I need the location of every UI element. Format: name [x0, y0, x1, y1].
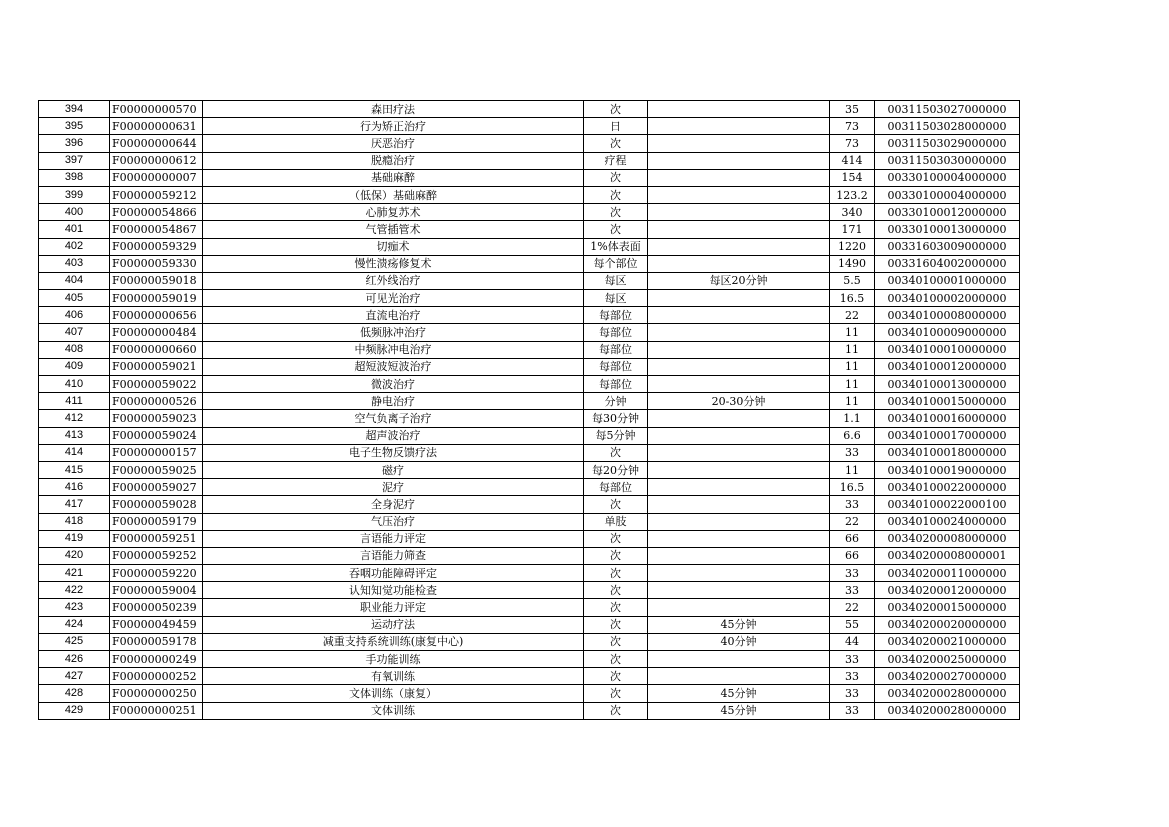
national-code-cell: 00340200025000000 [875, 651, 1020, 668]
note-cell [648, 341, 830, 358]
item-code-cell: F00000049459 [110, 616, 203, 633]
note-cell [648, 582, 830, 599]
unit-cell: 次 [584, 685, 648, 702]
item-code-cell: F00000000644 [110, 135, 203, 152]
national-code-cell: 00340100010000000 [875, 341, 1020, 358]
unit-cell: 次 [584, 496, 648, 513]
note-cell [648, 668, 830, 685]
item-name-cell: 可见光治疗 [203, 290, 584, 307]
price-cell: 22 [830, 307, 875, 324]
price-cell: 33 [830, 685, 875, 702]
unit-cell: 次 [584, 565, 648, 582]
price-cell: 11 [830, 324, 875, 341]
row-number-cell: 394 [39, 101, 110, 118]
item-name-cell: 微波治疗 [203, 376, 584, 393]
note-cell [648, 324, 830, 341]
note-cell [648, 238, 830, 255]
note-cell [648, 444, 830, 461]
price-cell: 16.5 [830, 479, 875, 496]
price-cell: 33 [830, 702, 875, 719]
item-code-cell: F00000059024 [110, 427, 203, 444]
note-cell [648, 101, 830, 118]
table-row [39, 668, 1020, 685]
national-code-cell: 00340200008000000 [875, 530, 1020, 547]
item-code-cell: F00000059178 [110, 633, 203, 650]
national-code-cell: 00340200027000000 [875, 668, 1020, 685]
item-code-cell: F00000059251 [110, 530, 203, 547]
row-number-cell: 426 [39, 651, 110, 668]
note-cell [648, 496, 830, 513]
price-cell: 22 [830, 513, 875, 530]
price-cell: 11 [830, 393, 875, 410]
price-cell: 35 [830, 101, 875, 118]
table-row [39, 118, 1020, 135]
item-code-cell: F00000000251 [110, 702, 203, 719]
table-row [39, 135, 1020, 152]
note-cell [648, 255, 830, 272]
price-cell: 22 [830, 599, 875, 616]
national-code-cell: 00311503029000000 [875, 135, 1020, 152]
item-name-cell: 手功能训练 [203, 651, 584, 668]
unit-cell: 次 [584, 186, 648, 203]
item-name-cell: 职业能力评定 [203, 599, 584, 616]
unit-cell: 每5分钟 [584, 427, 648, 444]
item-name-cell: 全身泥疗 [203, 496, 584, 513]
price-cell: 11 [830, 461, 875, 478]
national-code-cell: 00330100004000000 [875, 186, 1020, 203]
item-name-cell: 文体训练（康复） [203, 685, 584, 702]
row-number-cell: 401 [39, 221, 110, 238]
price-cell: 1220 [830, 238, 875, 255]
item-name-cell: 空气负离子治疗 [203, 410, 584, 427]
unit-cell: 每部位 [584, 324, 648, 341]
item-name-cell: 红外线治疗 [203, 272, 584, 289]
table-row [39, 582, 1020, 599]
unit-cell: 每部位 [584, 341, 648, 358]
table-row [39, 702, 1020, 719]
national-code-cell: 00330100012000000 [875, 204, 1020, 221]
item-code-cell: F00000059022 [110, 376, 203, 393]
item-code-cell: F00000000526 [110, 393, 203, 410]
price-cell: 66 [830, 547, 875, 564]
unit-cell: 单肢 [584, 513, 648, 530]
table-row [39, 358, 1020, 375]
row-number-cell: 405 [39, 290, 110, 307]
row-number-cell: 418 [39, 513, 110, 530]
note-cell [648, 651, 830, 668]
row-number-cell: 420 [39, 547, 110, 564]
price-cell: 11 [830, 358, 875, 375]
row-number-cell: 417 [39, 496, 110, 513]
note-cell [648, 479, 830, 496]
note-cell [648, 290, 830, 307]
unit-cell: 次 [584, 530, 648, 547]
table-row [39, 410, 1020, 427]
price-cell: 33 [830, 651, 875, 668]
national-code-cell: 00340100015000000 [875, 393, 1020, 410]
national-code-cell: 00340100002000000 [875, 290, 1020, 307]
item-name-cell: 气管插管术 [203, 221, 584, 238]
national-code-cell: 00340200028000000 [875, 685, 1020, 702]
national-code-cell: 00330100013000000 [875, 221, 1020, 238]
national-code-cell: 00340100024000000 [875, 513, 1020, 530]
price-cell: 44 [830, 633, 875, 650]
note-cell: 40分钟 [648, 633, 830, 650]
table-row [39, 169, 1020, 186]
row-number-cell: 419 [39, 530, 110, 547]
item-code-cell: F00000059018 [110, 272, 203, 289]
row-number-cell: 414 [39, 444, 110, 461]
table-row [39, 461, 1020, 478]
note-cell: 45分钟 [648, 616, 830, 633]
national-code-cell: 00340200012000000 [875, 582, 1020, 599]
unit-cell: 1%体表面 [584, 238, 648, 255]
table-row [39, 307, 1020, 324]
unit-cell: 次 [584, 221, 648, 238]
table-row [39, 376, 1020, 393]
row-number-cell: 395 [39, 118, 110, 135]
unit-cell: 每20分钟 [584, 461, 648, 478]
row-number-cell: 402 [39, 238, 110, 255]
unit-cell: 次 [584, 616, 648, 633]
row-number-cell: 407 [39, 324, 110, 341]
item-name-cell: 泥疗 [203, 479, 584, 496]
row-number-cell: 411 [39, 393, 110, 410]
item-name-cell: 森田疗法 [203, 101, 584, 118]
table-row [39, 651, 1020, 668]
price-cell: 33 [830, 444, 875, 461]
unit-cell: 每部位 [584, 376, 648, 393]
item-code-cell: F00000000249 [110, 651, 203, 668]
price-cell: 33 [830, 582, 875, 599]
price-cell: 171 [830, 221, 875, 238]
item-name-cell: 低频脉冲治疗 [203, 324, 584, 341]
unit-cell: 每部位 [584, 358, 648, 375]
note-cell: 20-30分钟 [648, 393, 830, 410]
row-number-cell: 425 [39, 633, 110, 650]
row-number-cell: 399 [39, 186, 110, 203]
note-cell [648, 410, 830, 427]
price-cell: 11 [830, 341, 875, 358]
table-row [39, 479, 1020, 496]
note-cell [648, 599, 830, 616]
item-code-cell: F00000054866 [110, 204, 203, 221]
national-code-cell: 00340200020000000 [875, 616, 1020, 633]
price-cell: 33 [830, 496, 875, 513]
price-cell: 16.5 [830, 290, 875, 307]
item-name-cell: （低保）基础麻醉 [203, 186, 584, 203]
row-number-cell: 422 [39, 582, 110, 599]
note-cell [648, 169, 830, 186]
national-code-cell: 00340100001000000 [875, 272, 1020, 289]
price-cell: 66 [830, 530, 875, 547]
item-code-cell: F00000000660 [110, 341, 203, 358]
unit-cell: 次 [584, 135, 648, 152]
item-code-cell: F00000059179 [110, 513, 203, 530]
note-cell [648, 530, 830, 547]
item-name-cell: 文体训练 [203, 702, 584, 719]
item-code-cell: F00000000252 [110, 668, 203, 685]
table-body [39, 101, 1020, 720]
price-table [38, 100, 1020, 720]
note-cell [648, 513, 830, 530]
table-row [39, 685, 1020, 702]
national-code-cell: 00331604002000000 [875, 255, 1020, 272]
price-cell: 414 [830, 152, 875, 169]
row-number-cell: 410 [39, 376, 110, 393]
row-number-cell: 428 [39, 685, 110, 702]
unit-cell: 次 [584, 633, 648, 650]
item-code-cell: F00000059023 [110, 410, 203, 427]
item-code-cell: F00000059004 [110, 582, 203, 599]
item-code-cell: F00000000656 [110, 307, 203, 324]
row-number-cell: 427 [39, 668, 110, 685]
row-number-cell: 408 [39, 341, 110, 358]
unit-cell: 次 [584, 582, 648, 599]
unit-cell: 次 [584, 444, 648, 461]
unit-cell: 次 [584, 702, 648, 719]
row-number-cell: 403 [39, 255, 110, 272]
table-row [39, 547, 1020, 564]
item-name-cell: 言语能力筛查 [203, 547, 584, 564]
item-name-cell: 电子生物反馈疗法 [203, 444, 584, 461]
row-number-cell: 396 [39, 135, 110, 152]
table-row [39, 444, 1020, 461]
item-name-cell: 超声波治疗 [203, 427, 584, 444]
price-cell: 33 [830, 668, 875, 685]
national-code-cell: 00311503027000000 [875, 101, 1020, 118]
unit-cell: 次 [584, 101, 648, 118]
item-code-cell: F00000000484 [110, 324, 203, 341]
table-row [39, 101, 1020, 118]
row-number-cell: 400 [39, 204, 110, 221]
row-number-cell: 429 [39, 702, 110, 719]
item-name-cell: 行为矫正治疗 [203, 118, 584, 135]
item-name-cell: 减重支持系统训练(康复中心) [203, 633, 584, 650]
item-name-cell: 认知知觉功能检查 [203, 582, 584, 599]
table-row [39, 530, 1020, 547]
price-cell: 6.6 [830, 427, 875, 444]
national-code-cell: 00311503028000000 [875, 118, 1020, 135]
item-code-cell: F00000059027 [110, 479, 203, 496]
item-code-cell: F00000000007 [110, 169, 203, 186]
table-row [39, 496, 1020, 513]
price-cell: 73 [830, 135, 875, 152]
note-cell [648, 186, 830, 203]
table-row [39, 599, 1020, 616]
note-cell [648, 461, 830, 478]
item-name-cell: 脱瘾治疗 [203, 152, 584, 169]
item-code-cell: F00000059028 [110, 496, 203, 513]
unit-cell: 次 [584, 169, 648, 186]
note-cell: 45分钟 [648, 685, 830, 702]
item-name-cell: 静电治疗 [203, 393, 584, 410]
national-code-cell: 00340100018000000 [875, 444, 1020, 461]
table-row [39, 513, 1020, 530]
note-cell [648, 547, 830, 564]
row-number-cell: 412 [39, 410, 110, 427]
unit-cell: 次 [584, 599, 648, 616]
national-code-cell: 00340100009000000 [875, 324, 1020, 341]
price-cell: 340 [830, 204, 875, 221]
row-number-cell: 397 [39, 152, 110, 169]
item-code-cell: F00000000250 [110, 685, 203, 702]
unit-cell: 每部位 [584, 479, 648, 496]
row-number-cell: 424 [39, 616, 110, 633]
item-name-cell: 慢性溃疡修复术 [203, 255, 584, 272]
row-number-cell: 413 [39, 427, 110, 444]
row-number-cell: 398 [39, 169, 110, 186]
item-code-cell: F00000054867 [110, 221, 203, 238]
unit-cell: 每个部位 [584, 255, 648, 272]
note-cell [648, 427, 830, 444]
price-cell: 154 [830, 169, 875, 186]
table-row [39, 272, 1020, 289]
item-name-cell: 气压治疗 [203, 513, 584, 530]
item-code-cell: F00000000631 [110, 118, 203, 135]
national-code-cell: 00331603009000000 [875, 238, 1020, 255]
national-code-cell: 00340200011000000 [875, 565, 1020, 582]
item-code-cell: F00000000570 [110, 101, 203, 118]
price-cell: 33 [830, 565, 875, 582]
item-name-cell: 基础麻醉 [203, 169, 584, 186]
note-cell [648, 358, 830, 375]
item-code-cell: F00000059021 [110, 358, 203, 375]
price-cell: 5.5 [830, 272, 875, 289]
table-row [39, 341, 1020, 358]
table-row [39, 255, 1020, 272]
item-code-cell: F00000059220 [110, 565, 203, 582]
item-code-cell: F00000000612 [110, 152, 203, 169]
national-code-cell: 00340200021000000 [875, 633, 1020, 650]
item-name-cell: 运动疗法 [203, 616, 584, 633]
item-code-cell: F00000059330 [110, 255, 203, 272]
unit-cell: 每区 [584, 272, 648, 289]
table-row [39, 238, 1020, 255]
item-code-cell: F00000000157 [110, 444, 203, 461]
table-row [39, 186, 1020, 203]
row-number-cell: 423 [39, 599, 110, 616]
unit-cell: 每区 [584, 290, 648, 307]
table-row [39, 565, 1020, 582]
item-name-cell: 中频脉冲电治疗 [203, 341, 584, 358]
national-code-cell: 00340100022000000 [875, 479, 1020, 496]
row-number-cell: 409 [39, 358, 110, 375]
item-name-cell: 切痂术 [203, 238, 584, 255]
unit-cell: 日 [584, 118, 648, 135]
national-code-cell: 00340100012000000 [875, 358, 1020, 375]
unit-cell: 分钟 [584, 393, 648, 410]
table-row [39, 290, 1020, 307]
row-number-cell: 415 [39, 461, 110, 478]
national-code-cell: 00340200015000000 [875, 599, 1020, 616]
note-cell [648, 152, 830, 169]
table-row [39, 324, 1020, 341]
item-code-cell: F00000050239 [110, 599, 203, 616]
note-cell [648, 376, 830, 393]
national-code-cell: 00340100016000000 [875, 410, 1020, 427]
item-name-cell: 心肺复苏术 [203, 204, 584, 221]
national-code-cell: 00340100017000000 [875, 427, 1020, 444]
national-code-cell: 00340100013000000 [875, 376, 1020, 393]
unit-cell: 次 [584, 547, 648, 564]
note-cell [648, 204, 830, 221]
national-code-cell: 00311503030000000 [875, 152, 1020, 169]
unit-cell: 次 [584, 668, 648, 685]
price-cell: 55 [830, 616, 875, 633]
row-number-cell: 416 [39, 479, 110, 496]
note-cell [648, 307, 830, 324]
item-code-cell: F00000059212 [110, 186, 203, 203]
national-code-cell: 00340100008000000 [875, 307, 1020, 324]
price-cell: 1490 [830, 255, 875, 272]
table-row [39, 633, 1020, 650]
table-row [39, 427, 1020, 444]
note-cell [648, 221, 830, 238]
item-code-cell: F00000059329 [110, 238, 203, 255]
unit-cell: 次 [584, 651, 648, 668]
unit-cell: 疗程 [584, 152, 648, 169]
table-row [39, 204, 1020, 221]
table-row [39, 616, 1020, 633]
table-row [39, 393, 1020, 410]
item-name-cell: 磁疗 [203, 461, 584, 478]
price-cell: 73 [830, 118, 875, 135]
item-name-cell: 超短波短波治疗 [203, 358, 584, 375]
price-cell: 11 [830, 376, 875, 393]
item-code-cell: F00000059019 [110, 290, 203, 307]
note-cell [648, 565, 830, 582]
item-code-cell: F00000059252 [110, 547, 203, 564]
national-code-cell: 00330100004000000 [875, 169, 1020, 186]
unit-cell: 每部位 [584, 307, 648, 324]
item-name-cell: 言语能力评定 [203, 530, 584, 547]
row-number-cell: 421 [39, 565, 110, 582]
item-code-cell: F00000059025 [110, 461, 203, 478]
note-cell [648, 135, 830, 152]
item-name-cell: 吞咽功能障碍评定 [203, 565, 584, 582]
price-cell: 123.2 [830, 186, 875, 203]
item-name-cell: 有氧训练 [203, 668, 584, 685]
note-cell [648, 118, 830, 135]
table-row [39, 221, 1020, 238]
table-row [39, 152, 1020, 169]
note-cell: 45分钟 [648, 702, 830, 719]
national-code-cell: 00340100019000000 [875, 461, 1020, 478]
national-code-cell: 00340100022000100 [875, 496, 1020, 513]
row-number-cell: 406 [39, 307, 110, 324]
item-name-cell: 直流电治疗 [203, 307, 584, 324]
item-name-cell: 厌恶治疗 [203, 135, 584, 152]
row-number-cell: 404 [39, 272, 110, 289]
unit-cell: 每30分钟 [584, 410, 648, 427]
national-code-cell: 00340200028000000 [875, 702, 1020, 719]
unit-cell: 次 [584, 204, 648, 221]
note-cell: 每区20分钟 [648, 272, 830, 289]
price-cell: 1.1 [830, 410, 875, 427]
national-code-cell: 00340200008000001 [875, 547, 1020, 564]
